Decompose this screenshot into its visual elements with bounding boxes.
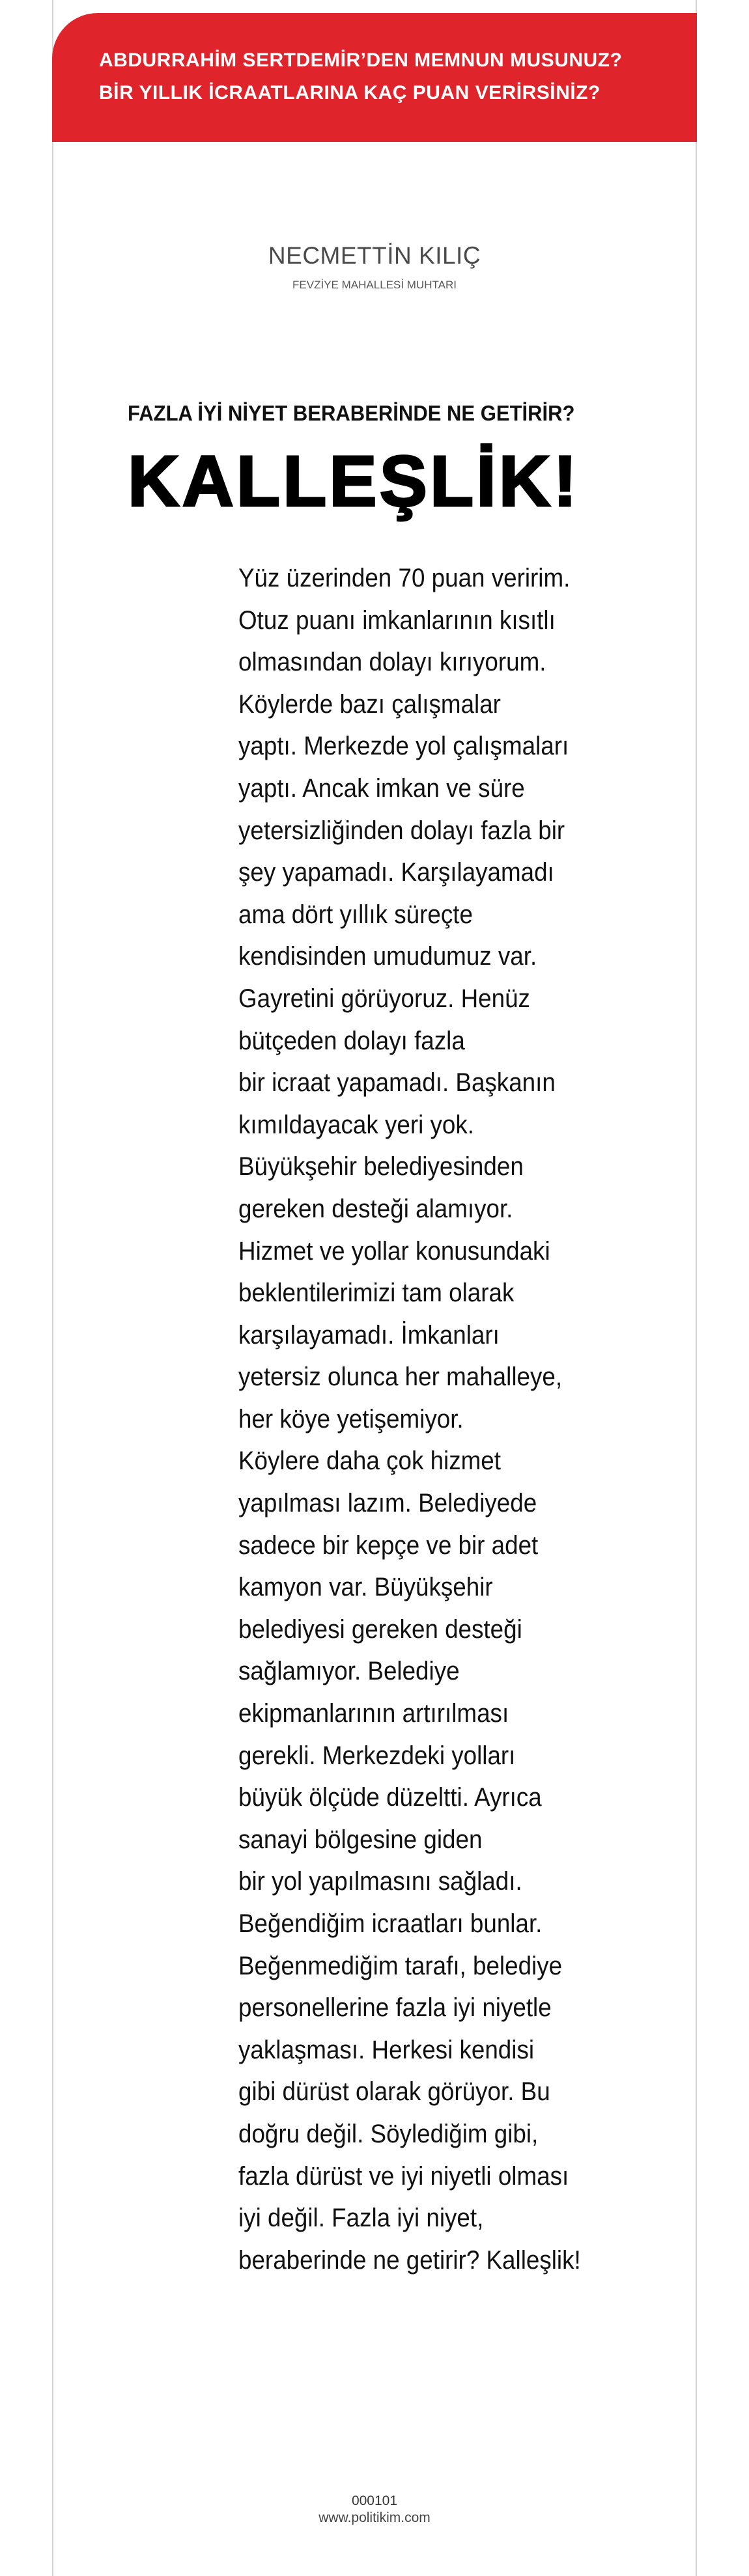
- article-body-line: Beğendiğim icraatları bunlar.: [238, 1909, 543, 1938]
- article-body-line: olmasından dolayı kırıyorum.: [238, 648, 546, 677]
- article-body-line: bütçeden dolayı fazla: [238, 1026, 465, 1055]
- website-url: www.politikim.com: [318, 2510, 431, 2525]
- author-name: NECMETTİN KILIÇ: [268, 242, 481, 269]
- article-body-line: ama dört yıllık süreçte: [238, 900, 473, 929]
- article-body-line: yapılması lazım. Belediyede: [238, 1489, 537, 1518]
- page-code: 000101: [351, 2493, 398, 2508]
- article-body-line: Büyükşehir belediyesinden: [238, 1152, 524, 1182]
- article-body-line: yaklaşması. Herkesi kendisi: [238, 2035, 535, 2064]
- article-body-line: büyük ölçüde düzeltti. Ayrıca: [238, 1783, 542, 1812]
- article-body-line: şey yapamadı. Karşılayamadı: [238, 858, 554, 887]
- article-body-line: fazla dürüst ve iyi niyetli olması: [238, 2161, 569, 2191]
- article-body-line: gerekli. Merkezdeki yolları: [238, 1741, 516, 1770]
- article-body-line: belediyesi gereken desteği: [238, 1614, 522, 1644]
- article-body-line: Hizmet ve yollar konusundaki: [238, 1236, 550, 1266]
- article-body-line: sanayi bölgesine giden: [238, 1825, 483, 1854]
- article-body-line: doğru değil. Söylediğim gibi,: [238, 2119, 539, 2148]
- article-body: [238, 557, 655, 2281]
- article-body-line: her köye yetişemiyor.: [238, 1404, 464, 1433]
- article-body-line: gereken desteği alamıyor.: [238, 1194, 513, 1223]
- article-body-line: yetersiz olunca her mahalleye,: [238, 1363, 563, 1392]
- article-body-line: karşılayamadı. İmkanları: [238, 1320, 500, 1350]
- article-body-line: yaptı. Merkezde yol çalışmaları: [238, 732, 569, 761]
- article-body-line: beraberinde ne getirir? Kalleşlik!: [238, 2245, 581, 2275]
- article-body-line: iyi değil. Fazla iyi niyet,: [238, 2204, 484, 2233]
- article-headline: KALLEŞLİK!: [128, 441, 580, 521]
- article-body-line: bir yol yapılmasını sağladı.: [238, 1867, 522, 1896]
- article-body-line: ekipmanlarının artırılması: [238, 1699, 509, 1728]
- banner-question-line-2: BİR YILLIK İCRAATLARINA KAÇ PUAN VERİRSİNİZ?: [99, 82, 601, 104]
- article-body-line: Gayretini görüyoruz. Henüz: [238, 984, 530, 1013]
- question-banner: [52, 13, 697, 142]
- article-body-line: sadece bir kepçe ve bir adet: [238, 1530, 539, 1560]
- article-body-line: Yüz üzerinden 70 puan veririm.: [238, 564, 571, 592]
- banner-question-line-1: ABDURRAHİM SERTDEMİR’DEN MEMNUN MUSUNUZ?: [99, 49, 623, 71]
- article-body-line: Köylere daha çok hizmet: [238, 1447, 501, 1476]
- article-body-line: kımıldayacak yeri yok.: [238, 1110, 474, 1139]
- article-body-line: gibi dürüst olarak görüyor. Bu: [238, 2077, 550, 2107]
- article-body-line: Köylerde bazı çalışmalar: [238, 689, 501, 719]
- article-body-line: yetersizliğinden dolayı fazla bir: [238, 816, 565, 845]
- article-body-line: kendisinden umudumuz var.: [238, 942, 537, 971]
- article-body-line: bir icraat yapamadı. Başkanın: [238, 1068, 556, 1098]
- article-body-line: personellerine fazla iyi niyetle: [238, 1993, 552, 2023]
- article-body-line: beklentilerimizi tam olarak: [238, 1279, 515, 1308]
- article-body-line: Beğenmediğim tarafı, belediye: [238, 1951, 563, 1980]
- article-subheadline: FAZLA İYİ NİYET BERABERİNDE NE GETİRİR?: [128, 401, 575, 425]
- article-body-line: kamyon var. Büyükşehir: [238, 1573, 493, 1602]
- article-body-line: Otuz puanı imkanlarının kısıtlı: [238, 605, 556, 635]
- author-role: FEVZİYE MAHALLESİ MUHTARI: [292, 279, 457, 291]
- article-body-line: yaptı. Ancak imkan ve süre: [238, 773, 525, 803]
- article-body-line: sağlamıyor. Belediye: [238, 1657, 460, 1686]
